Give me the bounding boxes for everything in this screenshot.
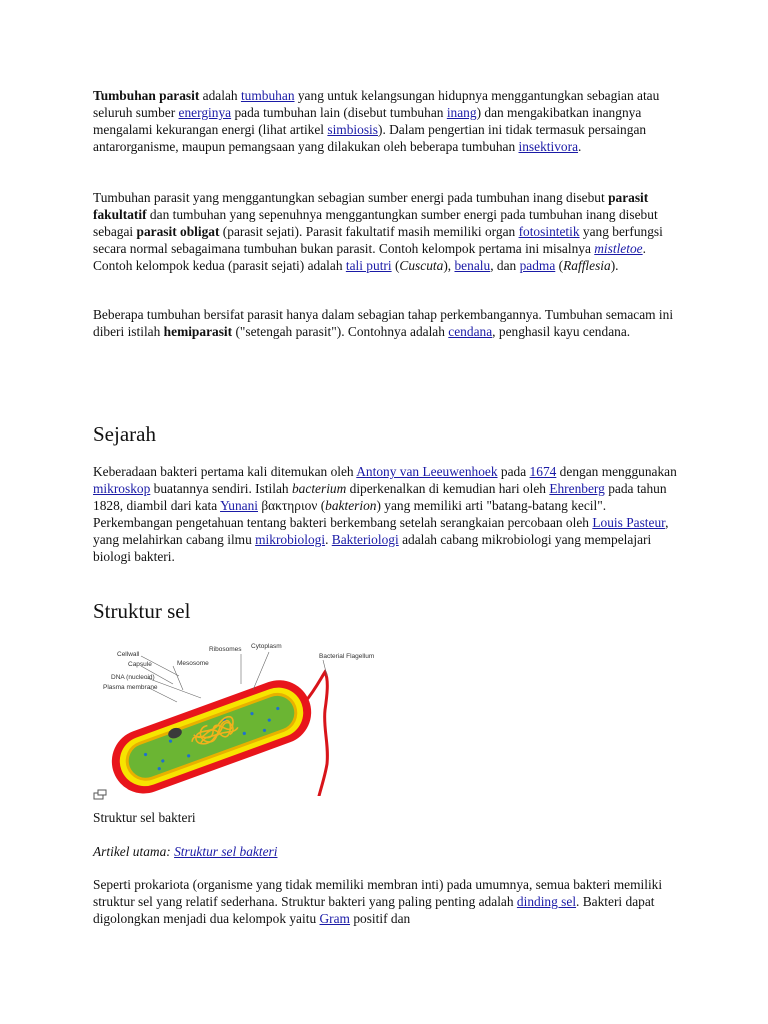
link-louis-pasteur[interactable]: Louis Pasteur bbox=[592, 515, 666, 530]
link-benalu[interactable]: benalu bbox=[454, 258, 491, 273]
link-dinding-sel[interactable]: dinding sel bbox=[516, 894, 577, 909]
link-cendana[interactable]: cendana bbox=[448, 324, 493, 339]
struktur-paragraph: Seperti prokariota (organisme yang tidak memiliki membran inti) pada umumnya, semua bakteri memiliki struktur sel yang relatif sederhana. Struktur bakteri yang paling penting adalah dinding sel. Bakteri dapat digolongkan menjadi dua kelompok yaitu Gram positif dan bbox=[93, 877, 663, 926]
link-ehrenberg[interactable]: Ehrenberg bbox=[549, 481, 605, 496]
label-plasma-membrane: Plasma membrane bbox=[103, 684, 158, 691]
label-cellwall: Cellwall bbox=[117, 651, 140, 658]
link-energinya[interactable]: energinya bbox=[178, 105, 232, 120]
link-yunani[interactable]: Yunani bbox=[220, 498, 258, 513]
intro-paragraph-2: Tumbuhan parasit yang menggantungkan sebagian sumber energi pada tumbuhan inang disebut parasit fakultatif dan tumbuhan yang sepenuhnya menggantungkan sumber energi pada tumbuhan inang disebut sebagai parasit obligat (parasit sejati). Parasit fakultatif masih memiliki organ fotosintetik yang berfungsi secara normal sebagaimana tumbuhan bukan parasit. Contoh kelompok pertama ini misalnya mistletoe. Contoh kelompok kedua (parasit sejati) adalah tali putri (Cuscuta), benalu, dan padma (Rafflesia). bbox=[93, 190, 663, 273]
link-1674[interactable]: 1674 bbox=[529, 464, 557, 479]
label-dna: DNA (nucleoid) bbox=[111, 674, 155, 681]
label-cytoplasm: Cytoplasm bbox=[251, 643, 282, 650]
term-parasit-obligat: parasit obligat bbox=[136, 224, 220, 239]
link-mikrobiologi[interactable]: mikrobiologi bbox=[255, 532, 326, 547]
link-struktur-sel-bakteri[interactable]: Struktur sel bakteri bbox=[174, 844, 278, 859]
intro-paragraph-1: Tumbuhan parasit adalah tumbuhan yang untuk kelangsungan hidupnya menggantungkan sebagian atau seluruh sumber energinya pada tumbuhan lain (disebut tumbuhan inang) dan mengakibatkan inangnya mengalami kekurangan energi (lihat artikel simbiosis). Dalam pengertian ini tidak termasuk persaingan antarorganisme, maupun pemangsaan yang dilakukan oleh beberapa tumbuhan insektivora. bbox=[93, 88, 660, 154]
link-mikroskop[interactable]: mikroskop bbox=[93, 481, 151, 496]
term-parasit-fakultatif: parasit fakultatif bbox=[93, 190, 649, 222]
link-simbiosis[interactable]: simbiosis bbox=[327, 122, 378, 137]
link-gram[interactable]: Gram bbox=[319, 911, 350, 926]
diagram-caption: Struktur sel bakteri bbox=[93, 810, 196, 825]
heading-sejarah: Sejarah bbox=[93, 422, 156, 446]
label-mesosome: Mesosome bbox=[177, 660, 209, 667]
link-mistletoe[interactable]: mistletoe bbox=[594, 241, 643, 256]
flagellum bbox=[305, 672, 327, 796]
label-flagellum: Bacterial Flagellum bbox=[319, 653, 375, 660]
link-tali-putri[interactable]: tali putri bbox=[345, 258, 392, 273]
main-article-note: Artikel utama: Struktur sel bakteri bbox=[93, 844, 278, 859]
heading-struktur-sel: Struktur sel bbox=[93, 599, 191, 623]
link-inang[interactable]: inang bbox=[446, 105, 477, 120]
bacterial-cell-diagram[interactable] bbox=[93, 636, 393, 796]
link-bakteriologi[interactable]: Bakteriologi bbox=[331, 532, 399, 547]
term-hemiparasit: hemiparasit bbox=[163, 324, 233, 339]
link-padma[interactable]: padma bbox=[519, 258, 556, 273]
label-capsule: Capsule bbox=[128, 661, 152, 668]
term-tumbuhan-parasit: Tumbuhan parasit bbox=[93, 88, 200, 103]
link-fotosintetik[interactable]: fotosintetik bbox=[518, 224, 580, 239]
enlarge-icon[interactable] bbox=[93, 789, 107, 801]
label-ribosomes: Ribosomes bbox=[209, 646, 242, 653]
link-insektivora[interactable]: insektivora bbox=[518, 139, 579, 154]
link-leeuwenhoek[interactable]: Antony van Leeuwenhoek bbox=[356, 464, 498, 479]
intro-paragraph-3: Beberapa tumbuhan bersifat parasit hanya dalam sebagian tahap perkembangannya. Tumbuhan semacam ini diberi istilah hemiparasit ("setengah parasit"). Contohnya adalah cendana, penghasil kayu cendana. bbox=[93, 307, 674, 339]
link-tumbuhan[interactable]: tumbuhan bbox=[240, 88, 295, 103]
sejarah-paragraph: Keberadaan bakteri pertama kali ditemukan oleh Antony van Leeuwenhoek pada 1674 dengan menggunakan mikroskop buatannya sendiri. Istilah bacterium diperkenalkan di kemudian hari oleh Ehrenberg pada tahun 1828, diambil dari kata Yunani βακτηριον (bakterion) yang memiliki arti "batang-batang kecil". Perkembangan pengetahuan tentang bakteri berkembang setelah serangkaian percobaan oleh Louis Pasteur, yang melahirkan cabang ilmu mikrobiologi. Bakteriologi adalah cabang mikrobiologi yang mempelajari biologi bakteri. bbox=[93, 464, 677, 564]
